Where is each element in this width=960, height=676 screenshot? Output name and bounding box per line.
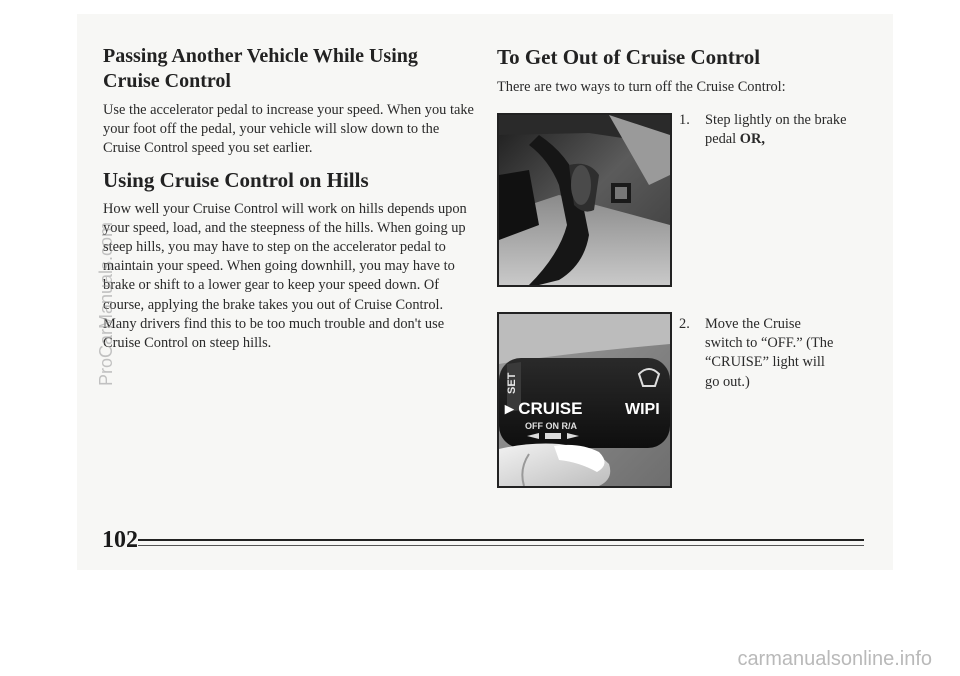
step-2-line-1: Move the Cruise xyxy=(705,316,801,332)
step-2-line-2: switch to “OFF.” (The xyxy=(705,335,834,352)
intro-text: There are two ways to turn off the Cruise Control: xyxy=(497,79,786,95)
brake-pedal-illustration xyxy=(499,115,670,285)
lever-cruise-label: ▸ CRUISE xyxy=(505,399,583,418)
step-1-bold: OR, xyxy=(739,131,765,148)
left-column xyxy=(103,44,475,353)
step-2-number: 2. xyxy=(679,316,690,332)
cruise-lever-illustration xyxy=(499,314,670,486)
heading-passing: Passing Another Vehicle While Using Cruise Control xyxy=(103,45,418,92)
lever-positions-label: OFF ON R/A xyxy=(525,421,577,431)
footer-rule-top xyxy=(138,539,864,541)
step-1-text: Step lightly on the brake pedal xyxy=(705,112,847,148)
step-2-line-4: go out.) xyxy=(705,373,750,390)
paragraph-hills: How well your Cruise Control will work on hills depends upon your speed, load, and the steepness of the hills. When going up steep hills, you may have to step on the accelerator pedal to maintain your speed. When going downhill, you may have to brake or shift to a lower gear to keep your speed down. Of course, applying the brake takes you out of Cruise Control. Many drivers find this to be too much trouble and don't use Cruise Control on steep hills. xyxy=(103,200,467,352)
lever-wiper-label: WIPI xyxy=(625,401,660,418)
right-column xyxy=(497,44,877,97)
cruise-lever-photo xyxy=(497,312,672,488)
site-watermark: carmanualsonline.info xyxy=(737,648,932,670)
footer-rule-bottom xyxy=(138,545,864,546)
step-1 xyxy=(679,111,879,151)
page-number: 102 xyxy=(102,527,138,553)
side-watermark: ProCarManuals.com xyxy=(96,221,116,386)
step-2-line-3: “CRUISE” light will xyxy=(705,354,825,371)
paragraph-passing: Use the accelerator pedal to increase your speed. When you take your foot off the pedal, your vehicle will slow down to the Cruise Control speed you set earlier. xyxy=(103,102,474,157)
step-1-number: 1. xyxy=(679,112,690,128)
svg-text:SET: SET xyxy=(506,372,518,394)
brake-pedal-photo xyxy=(497,113,672,287)
step-2 xyxy=(679,315,879,395)
heading-get-out: To Get Out of Cruise Control xyxy=(497,45,761,69)
heading-hills: Using Cruise Control on Hills xyxy=(103,167,369,192)
